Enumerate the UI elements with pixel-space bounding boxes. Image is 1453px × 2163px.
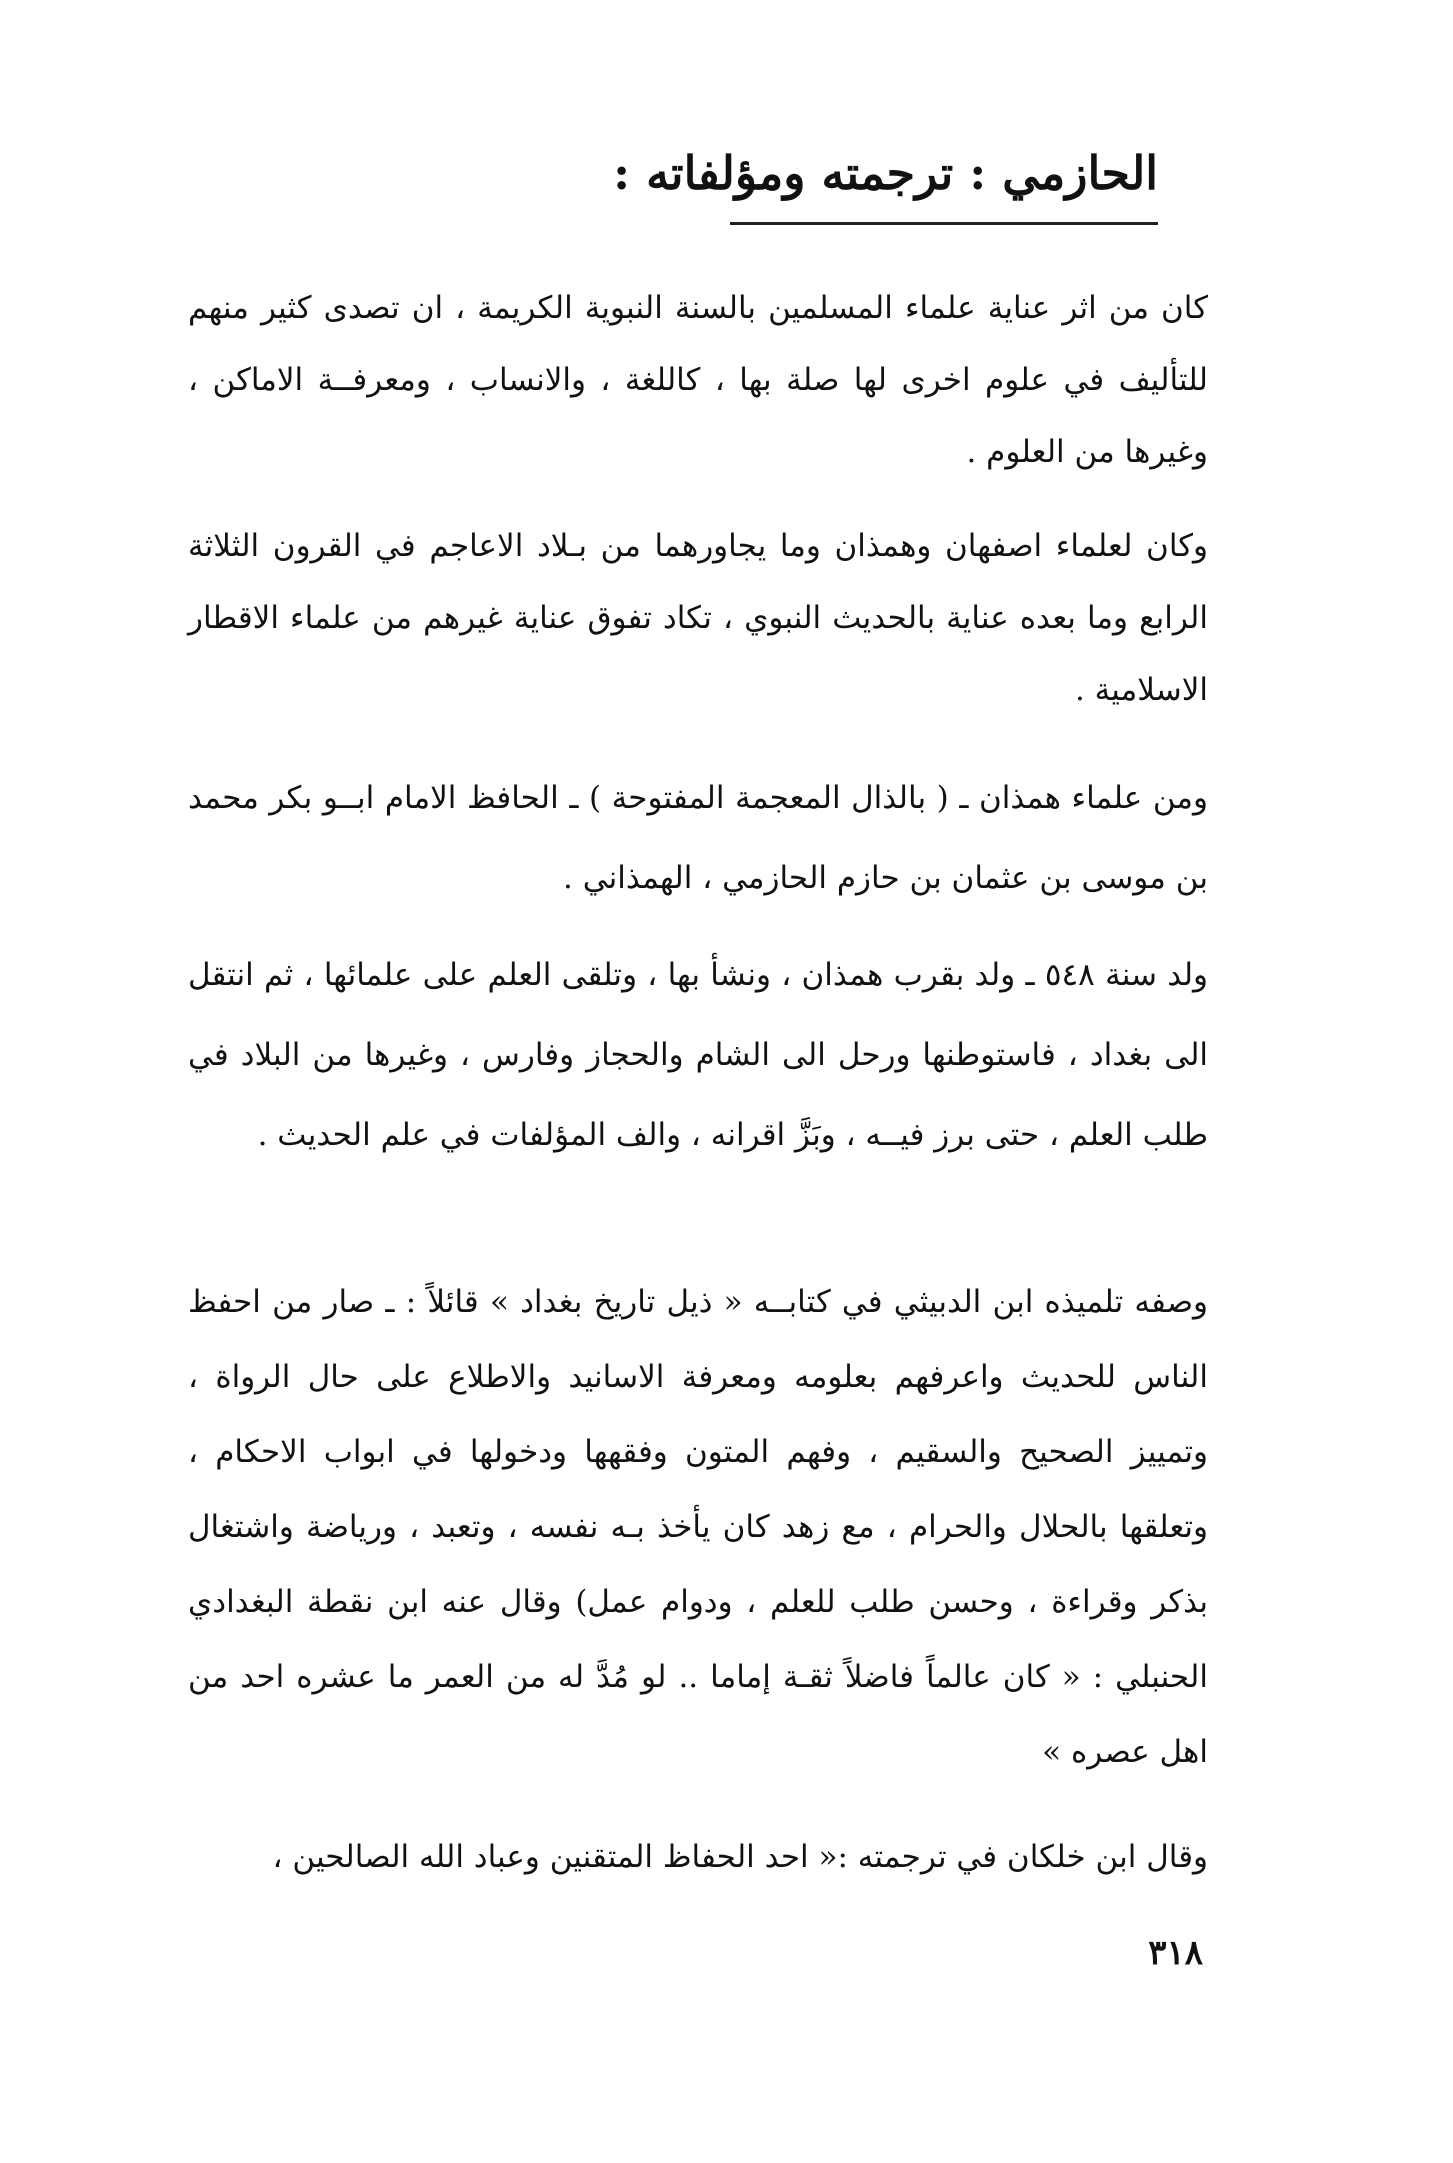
paragraph-text: وكان لعلماء اصفهان وهمذان وما يجاورهما من بـلاد الاعاجم في القرون الثلاثة الرابع وما بعده عناية بالحديث النبوي ، تكاد تفوق عناية غيرهم من علماء الاقطار الاسلامية .: [188, 528, 1208, 708]
paragraph-4: [188, 935, 1208, 1175]
page-title: الحازمي : ترجمته ومؤلفاته :: [613, 146, 1158, 200]
paragraph-text: وصفه تلميذه ابن الدبيثي في كتابــه « ذيل تاريخ بغداد » قائلاً : ـ صار من احفظ الناس للحديث واعرفهم بعلومه ومعرفة الاسانيد والاطلاع على حال الرواة ، وتمييز الصحيح والسقيم ، وفهم المتون وفقهها ودخولها في ابواب الاحكام ، وتعلقها بالحلال والحرام ، مع زهد كان يأخذ بـه نفسه ، وتعبد ، ورياضة واشتغال بذكر وقراءة ، وحسن طلب للعلم ، ودوام عمل) وقال عنه ابن نقطة البغدادي الحنبلي : « كان عالماً فاضلاً ثقـة إماما .. لو مُدَّ له من العمر ما عشره احد من اهل عصره »: [188, 1284, 1208, 1770]
paragraph-5: [188, 1265, 1208, 1790]
page-number: ٣١٨: [1148, 1933, 1203, 1973]
paragraph-1: [188, 272, 1208, 488]
paragraph-text: كان من اثر عناية علماء المسلمين بالسنة النبوية الكريمة ، ان تصدى كثير منهم للتأليف في علوم اخرى لها صلة بها ، كاللغة ، والانساب ، ومعرفــة الاماكن ، وغيرها من العلوم .: [188, 290, 1208, 470]
paragraph-text: ومن علماء همذان ـ ( بالذال المعجمة المفتوحة ) ـ الحافظ الامام ابــو بكر محمد بن موسى بن عثمان بن حازم الحازمي ، الهمذاني .: [188, 780, 1208, 896]
title-underline: [730, 222, 1158, 225]
paragraph-text: وقال ابن خلكان في ترجمته :« احد الحفاظ المتقنين وعباد الله الصالحين ،: [272, 1839, 1208, 1875]
paragraph-6: [188, 1822, 1208, 1892]
paragraph-text: ولد سنة ٥٤٨ ـ ولد بقرب همذان ، ونشأ بها ، وتلقى العلم على علمائها ، ثم انتقل الى بغداد ، فاستوطنها ورحل الى الشام والحجاز وفارس ، وغيرها من البلاد في طلب العلم ، حتى برز فيــه ، وبَزَّ اقرانه ، والف المؤلفات في علم الحديث .: [188, 957, 1208, 1153]
paragraph-2: [188, 510, 1208, 726]
paragraph-3: [188, 758, 1208, 918]
